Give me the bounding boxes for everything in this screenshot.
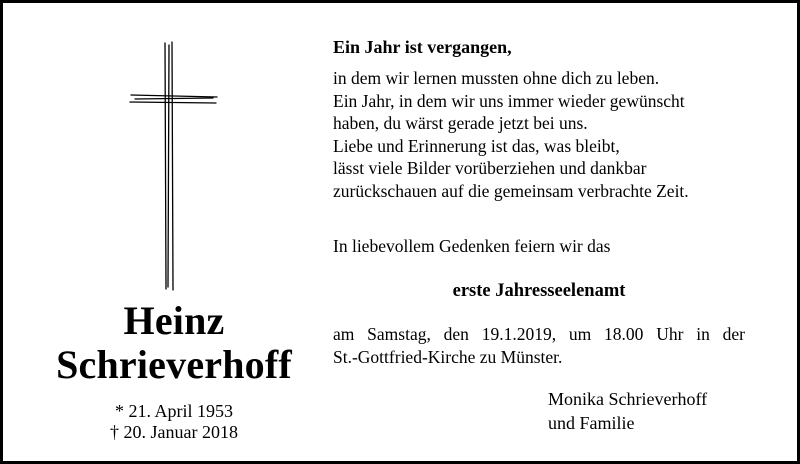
event-details-line: St.-Gottfried-Kirche zu Münster. — [333, 346, 563, 367]
signature-family: und Familie — [548, 413, 635, 433]
event-title: erste Jahresseelenamt — [452, 281, 626, 301]
heading: Ein Jahr ist vergangen, — [333, 37, 512, 57]
death-date: † 20. Januar 2018 — [110, 422, 238, 442]
memorial-intro: In liebevollem Gedenken feiern wir das — [333, 236, 611, 256]
poem-line: lässt viele Bilder vorüberziehen und dankbar — [333, 158, 647, 178]
signature-name: Monika Schrieverhoff — [548, 389, 708, 409]
birth-date: * 21. April 1953 — [114, 401, 233, 421]
poem-line: Liebe und Erinnerung ist das, was bleibt, — [333, 135, 620, 156]
poem-line: zurückschauen auf die gemeinsam verbrachte Zeit. — [333, 180, 689, 201]
poem-line: in dem wir lernen mussten ohne dich zu leben. — [333, 68, 660, 88]
deceased-name-first: Heinz — [123, 298, 225, 343]
signature — [548, 387, 707, 435]
poem-line: Ein Jahr, in dem wir uns immer wieder gewünscht — [333, 90, 685, 111]
poem-line: haben, du wärst gerade jetzt bei uns. — [333, 113, 588, 133]
deceased-name-last: Schrieverhoff — [56, 342, 292, 387]
event-details — [333, 323, 745, 368]
event-details-line: am Samstag, den 19.1.2019, um 18.00 Uhr in der — [333, 324, 745, 344]
poem-text — [333, 67, 689, 202]
cross-icon — [129, 41, 219, 291]
